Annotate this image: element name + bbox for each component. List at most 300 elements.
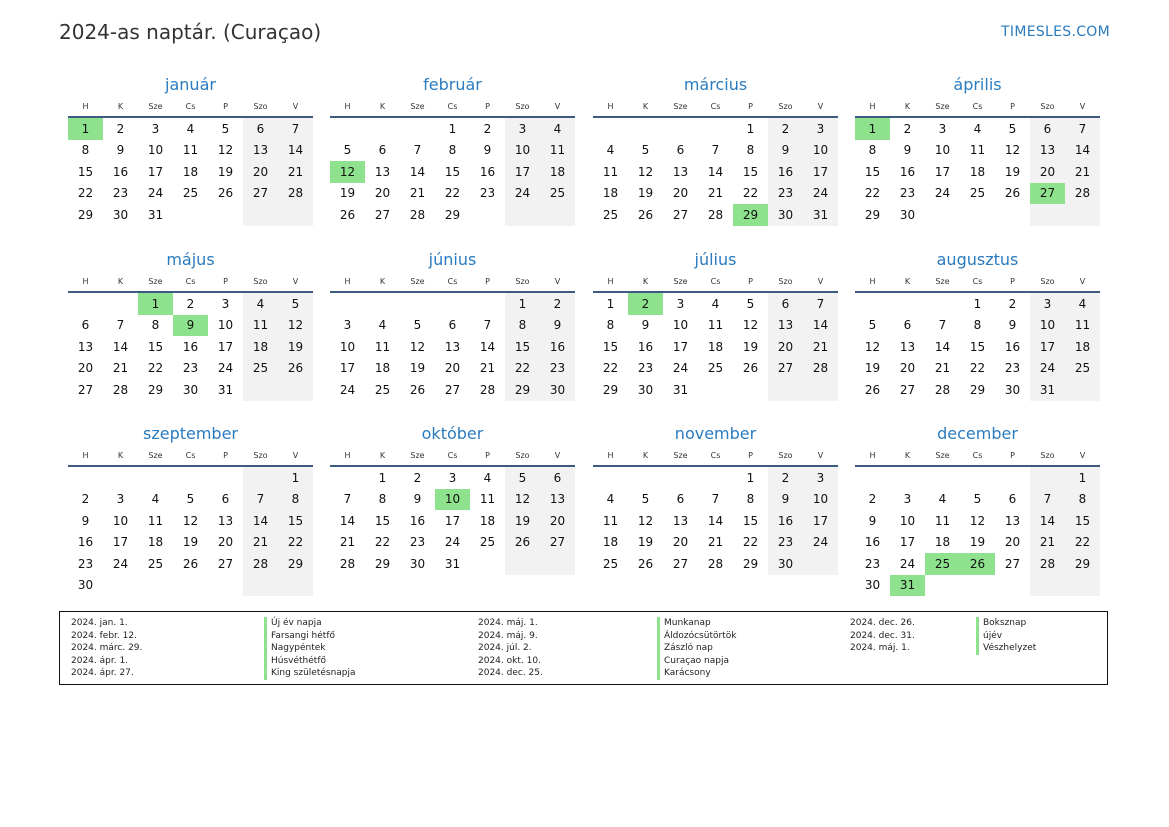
day-cell: 31 [1030, 379, 1065, 401]
day-cell: 19 [637, 535, 654, 550]
day-cell: 3 [803, 117, 838, 140]
day-cell: 28 [339, 556, 356, 571]
day-cell: 10 [803, 489, 838, 511]
day-cell: 2 [81, 492, 90, 507]
day-cell: 31 [803, 204, 838, 226]
day-cell: 15 [278, 510, 313, 532]
empty-cell [208, 575, 243, 597]
day-cell: 1 [1065, 466, 1100, 489]
day-cell: 13 [243, 140, 278, 162]
legend-holiday-name: Nagypéntek [264, 642, 356, 655]
weekday-header: Sze [663, 445, 698, 466]
day-cell: 12 [505, 489, 540, 511]
day-cell: 27 [1004, 556, 1021, 571]
weekday-header: Szo [505, 445, 540, 466]
day-cell: 23 [112, 186, 129, 201]
day-cell: 30 [1004, 382, 1021, 397]
weekday-header: V [278, 271, 313, 292]
day-cell: 22 [742, 186, 759, 201]
day-cell: 15 [742, 513, 759, 528]
empty-cell [1065, 379, 1100, 401]
day-cell: 14 [479, 339, 496, 354]
day-cell: 1 [505, 292, 540, 315]
empty-cell [768, 379, 803, 401]
weekday-header: Sze [925, 445, 960, 466]
day-cell: 11 [969, 143, 986, 158]
day-cell: 13 [374, 164, 391, 179]
day-cell: 26 [217, 186, 234, 201]
day-cell: 27 [672, 556, 689, 571]
day-cell: 22 [864, 186, 881, 201]
day-cell: 29 [602, 382, 619, 397]
day-cell: 11 [602, 164, 619, 179]
day-cell: 11 [602, 513, 619, 528]
day-cell: 4 [1065, 292, 1100, 315]
day-cell: 25 [374, 382, 391, 397]
weekday-header: V [540, 96, 575, 117]
day-cell: 12 [409, 339, 426, 354]
day-cell: 16 [1004, 339, 1021, 354]
day-cell: 17 [217, 339, 234, 354]
month-április [855, 74, 1100, 226]
weekday-header: Cs [960, 271, 995, 292]
day-cell: 14 [278, 140, 313, 162]
page-title: 2024-as naptár. (Curaçao) [59, 20, 322, 44]
day-cell: 23 [409, 535, 426, 550]
weekday-header: Szo [505, 96, 540, 117]
day-cell: 12 [969, 513, 986, 528]
day-cell: 20 [768, 336, 803, 358]
weekday-header: Sze [925, 271, 960, 292]
day-cell: 14 [934, 339, 951, 354]
legend-col3-names [976, 617, 1036, 655]
day-cell: 17 [934, 164, 951, 179]
day-cell: 5 [641, 143, 650, 158]
day-cell: 15 [77, 164, 94, 179]
day-cell: 3 [448, 470, 457, 485]
day-cell: 5 [505, 466, 540, 489]
day-cell: 7 [343, 492, 352, 507]
day-cell: 16 [864, 535, 881, 550]
weekday-header: P [733, 96, 768, 117]
weekday-header: Szo [243, 96, 278, 117]
empty-cell [470, 204, 505, 226]
weekday-header: K [365, 445, 400, 466]
day-cell: 19 [217, 164, 234, 179]
day-cell: 23 [77, 556, 94, 571]
weekday-header: Cs [698, 271, 733, 292]
empty-cell [698, 379, 733, 401]
day-cell: 6 [221, 492, 230, 507]
day-cell: 10 [147, 143, 164, 158]
empty-cell [663, 466, 698, 489]
day-cell: 9 [868, 513, 877, 528]
day-cell: 6 [540, 466, 575, 489]
day-cell: 1 [606, 296, 615, 311]
empty-cell [803, 553, 838, 575]
day-cell: 3 [938, 121, 947, 136]
legend-date: 2024. dec. 26. [850, 618, 915, 628]
day-cell: 18 [969, 164, 986, 179]
empty-cell [995, 204, 1030, 226]
empty-cell [103, 575, 138, 597]
weekday-header: V [803, 96, 838, 117]
weekday-header: H [330, 445, 365, 466]
holiday-cell: 9 [173, 315, 208, 337]
legend-holiday-name: Munkanap [657, 617, 736, 630]
weekday-header: V [540, 271, 575, 292]
weekday-header: V [803, 271, 838, 292]
day-cell: 1 [378, 470, 387, 485]
day-cell: 7 [278, 117, 313, 140]
day-cell: 2 [768, 117, 803, 140]
weekday-header: H [68, 271, 103, 292]
day-cell: 20 [243, 161, 278, 183]
weekday-header: K [365, 96, 400, 117]
empty-cell [995, 466, 1030, 489]
day-cell: 14 [707, 164, 724, 179]
day-cell: 7 [116, 318, 125, 333]
day-cell: 23 [1004, 361, 1021, 376]
empty-cell [1030, 575, 1065, 597]
day-cell: 3 [505, 117, 540, 140]
day-cell: 23 [182, 361, 199, 376]
month-május [68, 249, 313, 401]
day-cell: 19 [339, 186, 356, 201]
day-cell: 9 [483, 143, 492, 158]
day-cell: 27 [768, 358, 803, 380]
day-cell: 21 [1030, 532, 1065, 554]
day-cell: 27 [899, 382, 916, 397]
day-cell: 24 [444, 535, 461, 550]
day-cell: 3 [116, 492, 125, 507]
weekday-header: Szo [243, 445, 278, 466]
day-cell: 18 [374, 361, 391, 376]
legend-col1-names [264, 617, 356, 680]
day-cell: 22 [1065, 532, 1100, 554]
weekday-header: Cs [173, 271, 208, 292]
day-cell: 17 [899, 535, 916, 550]
day-cell: 21 [707, 186, 724, 201]
day-cell: 27 [217, 556, 234, 571]
day-cell: 9 [641, 318, 650, 333]
day-cell: 26 [339, 207, 356, 222]
day-cell: 12 [742, 318, 759, 333]
day-cell: 15 [505, 336, 540, 358]
day-cell: 24 [1030, 358, 1065, 380]
day-cell: 29 [742, 556, 759, 571]
day-cell: 13 [77, 339, 94, 354]
day-cell: 30 [77, 578, 94, 593]
weekday-header: P [995, 96, 1030, 117]
day-cell: 18 [182, 164, 199, 179]
empty-cell [435, 292, 470, 315]
weekday-header: H [330, 96, 365, 117]
empty-cell [925, 466, 960, 489]
day-cell: 15 [602, 339, 619, 354]
day-cell: 21 [934, 361, 951, 376]
day-cell: 24 [339, 382, 356, 397]
day-cell: 17 [339, 361, 356, 376]
month-name: június [428, 250, 477, 269]
holiday-cell: 1 [855, 117, 890, 140]
holiday-cell: 2 [628, 292, 663, 315]
day-cell: 5 [278, 292, 313, 315]
empty-cell [733, 379, 768, 401]
day-cell: 8 [378, 492, 387, 507]
weekday-header: Szo [768, 96, 803, 117]
day-cell: 1 [973, 296, 982, 311]
legend-holiday-name: Vészhelyzet [976, 642, 1036, 655]
legend-date: 2024. júl. 2. [478, 643, 532, 654]
day-cell: 18 [602, 535, 619, 550]
weekday-header: Szo [1030, 271, 1065, 292]
weekday-header: Sze [663, 271, 698, 292]
day-cell: 21 [339, 535, 356, 550]
day-cell: 27 [672, 207, 689, 222]
day-cell: 24 [112, 556, 129, 571]
day-cell: 22 [602, 361, 619, 376]
day-cell: 7 [1030, 489, 1065, 511]
month-szeptember [68, 423, 313, 596]
empty-cell [400, 292, 435, 315]
empty-cell [663, 117, 698, 140]
month-március [593, 74, 838, 226]
legend-holiday-name: Karácsony [657, 667, 736, 680]
empty-cell [540, 553, 575, 575]
day-cell: 13 [1004, 513, 1021, 528]
legend-holiday-name: Új év napja [264, 617, 356, 630]
day-cell: 14 [1065, 140, 1100, 162]
empty-cell [68, 466, 103, 489]
day-cell: 8 [505, 315, 540, 337]
day-cell: 28 [803, 358, 838, 380]
day-cell: 23 [768, 532, 803, 554]
legend-holiday-name: King születésnapja [264, 667, 356, 680]
weekday-header: K [628, 96, 663, 117]
day-cell: 14 [339, 513, 356, 528]
day-cell: 20 [374, 186, 391, 201]
day-cell: 25 [540, 183, 575, 205]
empty-cell [330, 292, 365, 315]
day-cell: 13 [540, 489, 575, 511]
day-cell: 4 [151, 492, 160, 507]
empty-cell [960, 575, 995, 597]
weekday-header: Cs [435, 96, 470, 117]
weekday-header: K [628, 271, 663, 292]
day-cell: 15 [444, 164, 461, 179]
legend-date: 2024. máj. 9. [478, 630, 538, 641]
empty-cell [1030, 204, 1065, 226]
day-cell: 3 [676, 296, 685, 311]
day-cell: 9 [1008, 318, 1017, 333]
day-cell: 23 [899, 186, 916, 201]
weekday-header: K [365, 271, 400, 292]
weekday-header: Sze [400, 96, 435, 117]
day-cell: 1 [278, 466, 313, 489]
day-cell: 7 [413, 143, 422, 158]
site-link[interactable]: TIMESLES.COM [1001, 24, 1110, 40]
day-cell: 9 [81, 513, 90, 528]
day-cell: 11 [243, 315, 278, 337]
day-cell: 10 [339, 339, 356, 354]
day-cell: 18 [707, 339, 724, 354]
day-cell: 12 [864, 339, 881, 354]
day-cell: 20 [217, 535, 234, 550]
day-cell: 15 [969, 339, 986, 354]
day-cell: 20 [77, 361, 94, 376]
day-cell: 4 [540, 117, 575, 140]
day-cell: 5 [221, 121, 230, 136]
calendar-grid [68, 74, 1102, 604]
month-január [68, 74, 313, 226]
holiday-cell: 29 [733, 204, 768, 226]
empty-cell [208, 466, 243, 489]
day-cell: 19 [742, 339, 759, 354]
day-cell: 15 [742, 164, 759, 179]
legend-date: 2024. ápr. 27. [71, 668, 134, 679]
legend-date: 2024. dec. 25. [478, 668, 543, 679]
day-cell: 10 [505, 140, 540, 162]
day-cell: 8 [278, 489, 313, 511]
day-cell: 18 [540, 161, 575, 183]
day-cell: 21 [803, 336, 838, 358]
empty-cell [925, 204, 960, 226]
weekday-header: H [593, 96, 628, 117]
day-cell: 17 [147, 164, 164, 179]
day-cell: 26 [409, 382, 426, 397]
empty-cell [365, 292, 400, 315]
day-cell: 2 [868, 492, 877, 507]
weekday-header: K [890, 271, 925, 292]
day-cell: 16 [112, 164, 129, 179]
holiday-cell: 27 [1030, 183, 1065, 205]
empty-cell [1065, 575, 1100, 597]
day-cell: 8 [81, 143, 90, 158]
day-cell: 4 [378, 318, 387, 333]
weekday-header: Sze [138, 445, 173, 466]
day-cell: 16 [182, 339, 199, 354]
day-cell: 5 [186, 492, 195, 507]
day-cell: 5 [868, 318, 877, 333]
day-cell: 19 [637, 186, 654, 201]
day-cell: 31 [672, 382, 689, 397]
day-cell: 16 [409, 513, 426, 528]
empty-cell [855, 466, 890, 489]
empty-cell [890, 292, 925, 315]
weekday-header: V [540, 445, 575, 466]
day-cell: 16 [77, 535, 94, 550]
day-cell: 14 [707, 513, 724, 528]
day-cell: 28 [1030, 553, 1065, 575]
empty-cell [68, 292, 103, 315]
day-cell: 19 [969, 535, 986, 550]
day-cell: 25 [182, 186, 199, 201]
empty-cell [173, 575, 208, 597]
day-cell: 18 [1065, 336, 1100, 358]
day-cell: 18 [602, 186, 619, 201]
legend-date: 2024. máj. 1. [478, 618, 538, 628]
day-cell: 4 [711, 296, 720, 311]
day-cell: 5 [343, 143, 352, 158]
day-cell: 26 [278, 358, 313, 380]
day-cell: 2 [413, 470, 422, 485]
day-cell: 14 [112, 339, 129, 354]
day-cell: 4 [186, 121, 195, 136]
day-cell: 21 [278, 161, 313, 183]
day-cell: 25 [969, 186, 986, 201]
day-cell: 10 [934, 143, 951, 158]
empty-cell [400, 117, 435, 140]
holiday-legend [59, 611, 1108, 685]
day-cell: 30 [409, 556, 426, 571]
day-cell: 15 [1065, 510, 1100, 532]
day-cell: 3 [1030, 292, 1065, 315]
day-cell: 27 [77, 382, 94, 397]
day-cell: 4 [938, 492, 947, 507]
day-cell: 29 [969, 382, 986, 397]
day-cell: 2 [1008, 296, 1017, 311]
day-cell: 26 [1004, 186, 1021, 201]
day-cell: 11 [479, 492, 496, 507]
day-cell: 14 [1030, 510, 1065, 532]
weekday-header: H [330, 271, 365, 292]
day-cell: 30 [182, 382, 199, 397]
legend-col3-dates [850, 617, 915, 655]
day-cell: 22 [505, 358, 540, 380]
month-name: december [937, 424, 1018, 443]
empty-cell [505, 553, 540, 575]
day-cell: 15 [864, 164, 881, 179]
day-cell: 24 [217, 361, 234, 376]
day-cell: 2 [186, 296, 195, 311]
day-cell: 27 [374, 207, 391, 222]
empty-cell [243, 466, 278, 489]
day-cell: 18 [243, 336, 278, 358]
empty-cell [278, 379, 313, 401]
empty-cell [470, 292, 505, 315]
day-cell: 3 [343, 318, 352, 333]
legend-date: 2024. ápr. 1. [71, 655, 129, 666]
day-cell: 21 [409, 186, 426, 201]
day-cell: 22 [147, 361, 164, 376]
weekday-header: Szo [1030, 445, 1065, 466]
weekday-header: P [208, 271, 243, 292]
empty-cell [173, 466, 208, 489]
day-cell: 9 [540, 315, 575, 337]
day-cell: 2 [540, 292, 575, 315]
day-cell: 11 [374, 339, 391, 354]
day-cell: 4 [973, 121, 982, 136]
day-cell: 21 [112, 361, 129, 376]
empty-cell [138, 466, 173, 489]
empty-cell [208, 204, 243, 226]
weekday-header: H [855, 271, 890, 292]
day-cell: 11 [540, 140, 575, 162]
day-cell: 20 [672, 535, 689, 550]
legend-date: 2024. máj. 1. [850, 643, 910, 654]
empty-cell [925, 292, 960, 315]
weekday-header: Cs [960, 445, 995, 466]
weekday-header: H [68, 445, 103, 466]
legend-holiday-name: Húsvéthétfő [264, 655, 356, 668]
day-cell: 25 [1065, 358, 1100, 380]
day-cell: 6 [676, 492, 685, 507]
legend-date: 2024. okt. 10. [478, 655, 541, 666]
weekday-header: Szo [1030, 96, 1065, 117]
empty-cell [593, 117, 628, 140]
day-cell: 26 [637, 207, 654, 222]
